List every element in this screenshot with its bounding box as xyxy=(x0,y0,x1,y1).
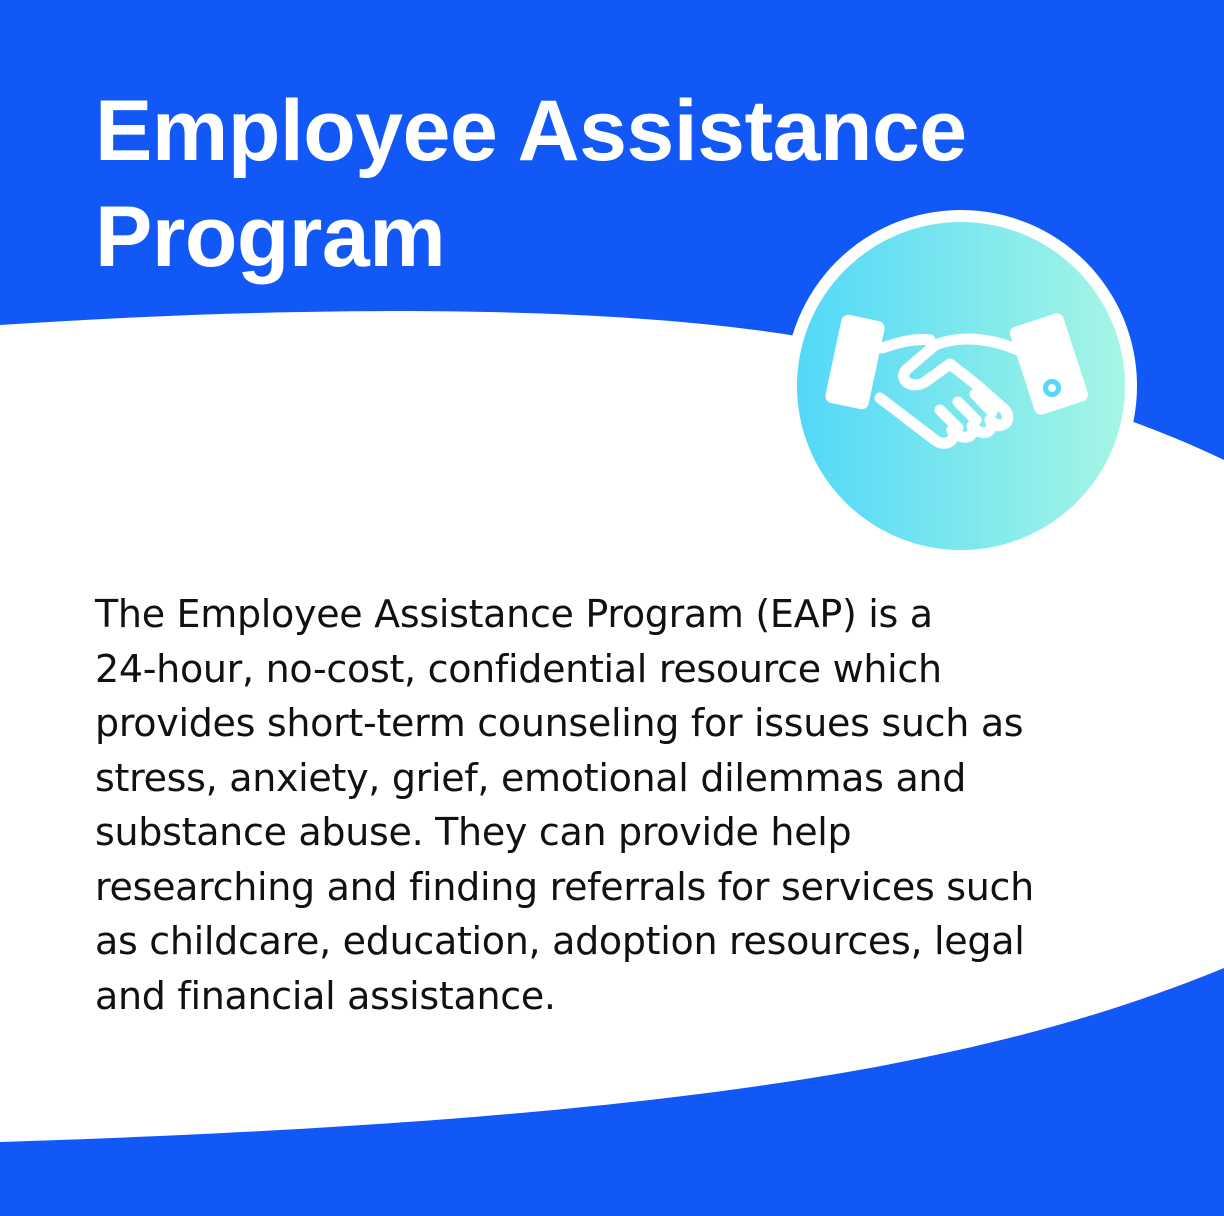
description-line-1: The Employee Assistance Program (EAP) is a xyxy=(95,592,933,636)
title-line-1: Employee Assistance xyxy=(95,83,967,179)
description-line-3: provides short-term counseling for issues such as xyxy=(95,701,1024,745)
handshake-badge xyxy=(768,210,1154,566)
description-line-7: as childcare, education, adoption resources, legal xyxy=(95,919,1025,963)
description-line-6: researching and finding referrals for services such xyxy=(95,864,1034,909)
description-line-4: stress, anxiety, grief, emotional dilemmas and xyxy=(95,755,967,800)
description-line-2: 24-hour, no-cost, confidential resource which xyxy=(95,646,942,691)
title-line-2: Program xyxy=(95,189,446,285)
description-paragraph xyxy=(95,587,1125,1023)
description-line-8: and financial assistance. xyxy=(95,973,556,1018)
description-line-5: substance abuse. They can provide help xyxy=(95,810,852,854)
